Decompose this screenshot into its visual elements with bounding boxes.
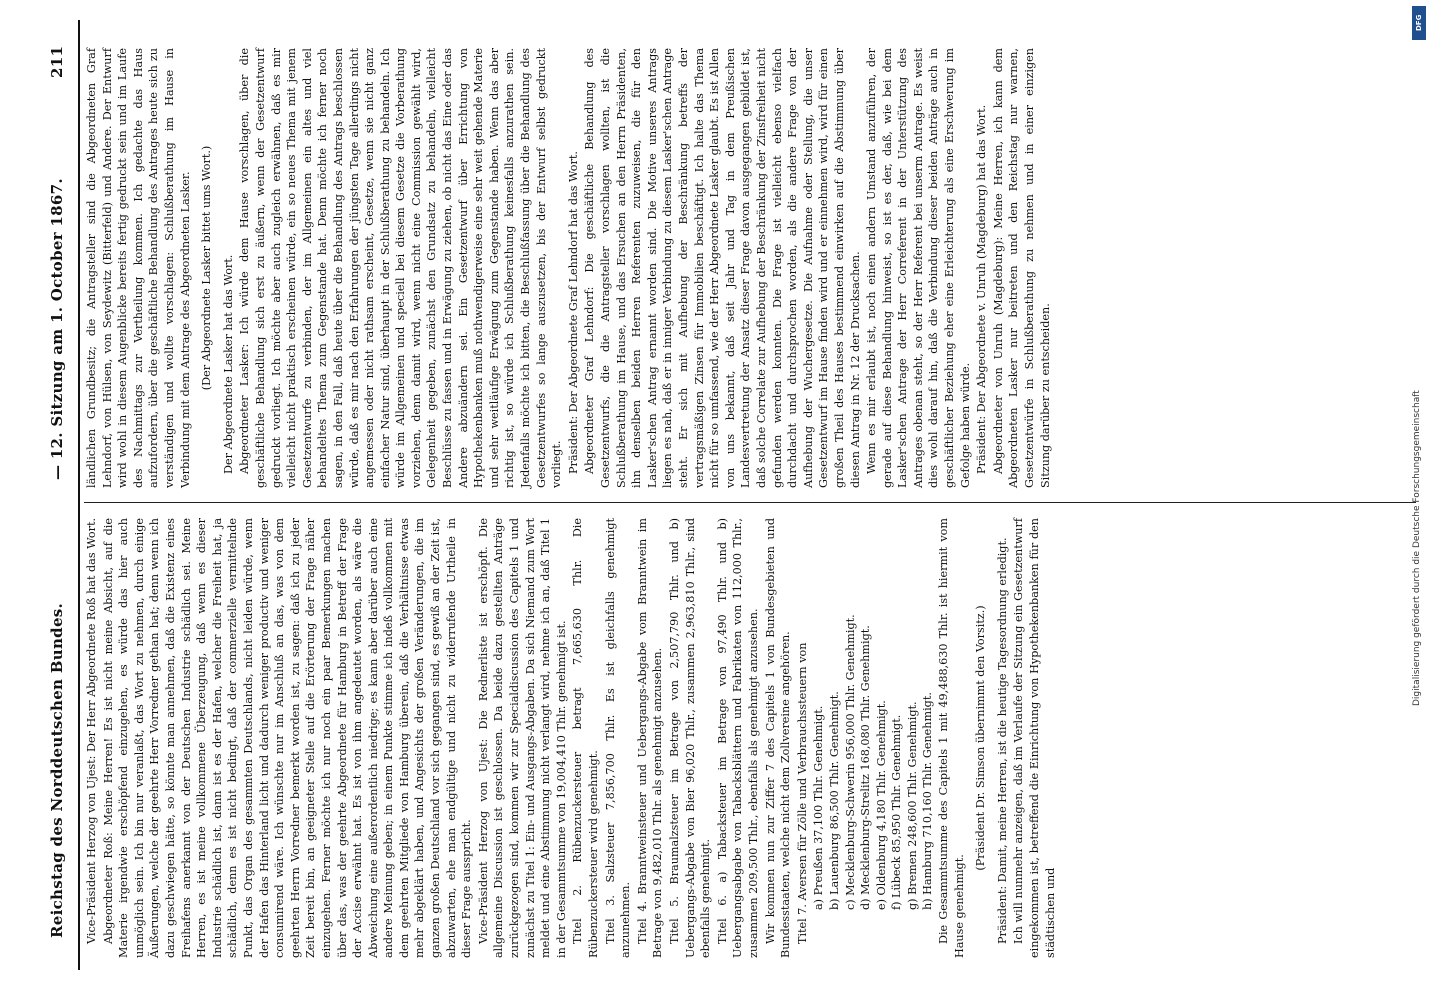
list-item: c) Mecklenburg-Schwerin 956,000 Thlr. Genehmigt.: [843, 614, 857, 910]
paragraph: Abgeordneter von Unruh (Magdeburg): Meine Herren, ich kann dem Abgeordneten Lasker nur beitreten und den Reichstag nur warnen, Gesetzentwürfe in Schlußberathung zu nehmen und in einer einzigen Sitzung darüber zu entscheiden.: [991, 48, 1052, 488]
list-item: e) Oldenburg 4,180 Thlr. Genehmigt.: [874, 700, 888, 910]
paragraph: Präsident: Damit, meine Herren, ist die heutige Tagesordnung erledigt.: [995, 537, 1009, 944]
title-item: Titel 5. Braumalzsteuer im Betrage von 2,507,790 Thlr. und b) Uebergangs-Abgabe von Bier 96,020 Thlr., zusammen 2,963,810 Thlr., sind ebenfalls genehmigt.: [667, 518, 713, 958]
header-center: — 12. Sitzung am 1. October 1867.: [48, 178, 66, 480]
title-item: Titel 3. Salzsteuer 7,856,700 Thlr. Es ist gleichfalls genehmigt anzunehmen.: [603, 518, 633, 958]
right-column: [84, 48, 1054, 488]
paragraph: ländlichen Grundbesitz; die Antragsteller sind die Abgeordneten Graf Lehndorf, von Hülsen, von Seydewitz (Bitterfeld) und Andere. Der Entwurf wird wohl in diesem Augenblicke bereits fertig gedruckt sein und im Laufe des Nachmittags zur Vertheilung kommen. Ich gedachte das Haus aufzufordern, über die geschäftliche Behandlung des Antrages heute sich zu verständigen und wollte vorschlagen: Schlußberathung im Hause in Verbindung mit dem Antrage des Abgeordneten Lasker.: [85, 48, 192, 488]
paragraph: Präsident: Der Abgeordnete Graf Lehndorf hat das Wort.: [566, 151, 580, 474]
paragraph: Die Gesammtsumme des Capitels 1 mit 49,488,630 Thlr. ist hiermit vom Hause genehmigt.: [937, 518, 966, 958]
paragraph: Der Abgeordnete Lasker hat das Wort.: [221, 254, 235, 474]
list-item: a) Preußen 37,100 Thlr. Genehmigt.: [812, 705, 826, 910]
list-item: f) Lübeck 85,950 Thlr. Genehmigt.: [890, 714, 904, 910]
paragraph: Abgeordneter Roß: Meine Herren! Es ist nicht meine Absicht, auf die Materie irgendwie erschöpfend einzugehen, es würde das hier auch unmöglich sein. Ich bin nur veranlaßt, das Wort zu nehmen, durch einige Äußerungen, welche der geehrte Herr Vorredner gethan hat; denn wenn ich dazu geschwiegen hätte, so könnte man annehmen, daß die Existenz eines Freihafens anerkannt von der Deutschen Industrie schädlich sei. Meine Herren, es ist meine vollkommene Überzeugung, daß wenn es dieser Industrie schädlich ist, dann ist es der Hafen, welcher die Freiheit hat, ja schädlich, denn es ist nicht bedingt, daß der commerzielle vermittelnde Punkt, das Organ des gesammten Deutschlands, nicht leiden würde, wenn der Hafen das Hinterland licht und dadurch weniger productiv und weniger consumirend wäre. Ich wünschte nur im Anschluß an das, was von dem geehrten Herrn Vorredner bemerkt worden ist, zu sagen: daß ich zu jeder Zeit bereit bin, an geeigneter Stelle auf die Erörterung der Frage näher einzugehen. Ferner möchte ich nur noch ein paar Bemerkungen machen über das, was der geehrte Abgeordnete für Hamburg in Betreff der Frage der Accise erwähnt hat. Es ist von ihm angedeutet worden, als wäre die Abweichung eine außerordentlich niedrige; es kann aber darüber auch eine andere Meinung geben; in einem Punkte stimme ich indeß vollkommen mit dem geehrten Mitgliede von Hamburg überein, daß die Verhältnisse etwas mehr abgeklärt haben, und Angesichts der großen Veränderungen, die im ganzen großen Deutschland vor sich gegangen sind, es gewiß an der Zeit ist, abzuwarten, ehe man endgültige und nicht zu widerrufende Urtheile in dieser Frage ausspricht.: [101, 518, 474, 958]
list-item: b) Lauenburg 86,500 Thlr. Genehmigt.: [827, 691, 841, 910]
paragraph: Präsident: Der Abgeordnete v. Unruh (Magdeburg) hat das Wort.: [975, 104, 989, 474]
title-item: Titel 2. Rübenzuckersteuer betragt 7,665,630 Thlr. Die Rübenzuckersteuer wird genehmigt.: [571, 518, 600, 958]
aversen-list: [811, 518, 936, 958]
paragraph: Abgeordneter Graf Lehndorf: Die geschäftliche Behandlung des Gesetzentwurfs, die die Antragsteller vorschlagen wollten, ist die Schlußberathung im Hause, und das Ersuchen an den Herrn Präsidenten, ihn denselben beiden Herren Referenten zuzuweisen, die für den Lasker'schen Antrag ernannt worden sind. Die Motive unseres Antrags liegen es nah, daß er in inniger Verbindung zu diesem Lasker'schen Antrage steht. Er sich mit Aufhebung der Beschränkung betreffs der vertragsmäßigen Zinsen für Immobilien beschäftigt. Ich halte das Thema nicht für so umfassend, wie der Herr Abgeordnete Lasker glaubt. Es ist Allen von uns bekannt, daß seit Jahr und Tag in dem Preußischen Landesvertretung der Ansatz dieser Frage davon ausgegangen gebildet ist, daß solche Correlate zur Aufhebung der Beschränkung der Zinsfreiheit nicht gefunden werden konnten. Die Frage ist vielleicht ebenso vielfach durchdacht und durchsprochen worden, als die andere Frage von der Aufhebung der Wuchergesetze. Die Aufnahme oder Stellung, die unser Gesetzentwurf im Hause finden wird und er einnehmen wird, wird für einen großen Theil des Hauses bestimmend einwirken auf die Abstimmung über diesen Antrag in Nr. 12 der Drucksachen.: [583, 48, 862, 488]
dfg-margin: [1412, 6, 1426, 994]
title-item: Titel 7. Aversen für Zölle und Verbrauchssteuern von: [795, 642, 809, 944]
paragraph: Vice-Präsident Herzog von Ujest: Die Rednerliste ist erschöpft. Die allgemeine Discussion ist geschlossen. Da beide dazu gestellten Anträge zurückgezogen sind, kommen wir zur Specialdiscussion des Capitels 1 und zunächst zu Titel 1: Ein- und Ausgangs-Abgaben. Da sich Niemand zum Wort meldet und eine Abstimmung nicht verlangt wird, nehme ich an, daß Titel 1 in der Gesammtsumme von 19,004,410 Thlr. genehmigt ist.: [476, 518, 568, 958]
list-item: g) Bremen 248,600 Thlr. Genehmigt.: [905, 701, 919, 910]
title-item: Titel 4. Branntweinsteuer und Uebergangs-Abgabe vom Branntwein im Betrage von 9,482,010 Thlr. als genehmigt anzusehen.: [635, 518, 665, 958]
funding-note: Digitalisierung gefördert durch die Deutsche Forschungsgemeinschaft: [1412, 390, 1422, 706]
running-header: [42, 0, 76, 1000]
paragraph: Ich will nunmehr anzeigen, daß im Verlaufe der Sitzung ein Gesetzentwurf eingekommen ist, betreffend die Einrichtung von Hypothekenbanken für den städtischen und: [1012, 518, 1057, 958]
stage-direction: (Präsident Dr. Simson übernimmt den Vorsitz.): [974, 605, 988, 871]
dfg-logo: DFG: [1412, 6, 1426, 40]
header-rule: [78, 20, 80, 970]
paragraph: Wenn es mir erlaubt ist, noch einen andern Umstand anzuführen, der gerade auf diese Behandlung hinweist, so ist es der, daß, wie bei dem Lasker'schen Antrage der Herr Correferent in der Unterstützung des Antrages obenan steht, so der Herr Referent bei unserm Antrage. Es weist dies wohl darauf hin, daß die Verbindung dieser beiden Anträge auch in geschäftlicher Beziehung eher eine Erleichterung als eine Erschwerung im Gefolge haben würde.: [865, 48, 972, 488]
page-number: 211: [48, 45, 66, 78]
left-column: [84, 518, 1059, 958]
stage-direction: (Der Abgeordnete Lasker bittet ums Wort.): [200, 145, 214, 391]
paragraph: Abgeordneter Lasker: Ich würde dem Hause vorschlagen, über die geschäftliche Behandlung sich erst zu äußern, wenn der Gesetzentwurf gedruckt vorliegt. Ich möchte aber auch zugleich erwähnen, daß es mir vielleicht nicht praktisch erscheinen würde, ein so neues Thema mit jenem Gesetzentwurfe zu verbinden, der im Allgemeinen ein altes und viel behandeltes Thema zum Gegenstande hat. Denn möchte ich ferner noch sagen, in den Fall, daß heute über die Behandlung des Antrags beschlossen würde, daß es mir nach den Erfahrungen der jüngsten Tage allerdings nicht angemessen oder nicht rathsam erscheint, Gesetze, wenn sie nicht ganz einfacher Natur sind, überhaupt in der Schlußberathung zu behandeln. Ich würde im Allgemeinen und speciell bei diesem Gesetze die Vorberathung vorziehen, denn damit wird, wenn nicht eine Commission gewählt wird, Gelegenheit gegeben, zunächst den Grundsatz zu behandeln, vielleicht Beschlüsse zu fassen und in Erwägung zu ziehen, ob nicht das Eine oder das Andere abzuändern sei. Ein Gesetzentwurf über Errichtung von Hypothekenbanken muß nothwendigerweise eine sehr weit gehende Materie und sehr weitläufige Erwägung zum Gegenstande haben. Wenn das aber richtig ist, so würde ich Schlußberathung keinesfalls anzurathen sein. Jedenfalls möchte ich bitten, die Beschlußfassung über die Behandlung des Gesetzentwurfes so lange auszusetzen, bis der Entwurf selbst gedruckt vorliegt.: [238, 48, 564, 488]
paragraph: Vice-Präsident Herzog von Ujest: Der Herr Abgeordnete Roß hat das Wort.: [85, 517, 98, 944]
paragraph: Wir kommen nun zur Ziffer 7 des Capitels 1 von Bundesgebieten und Bundesstaaten, welche nicht dem Zollvereine angehören.: [763, 518, 793, 958]
list-item: h) Hamburg 710,160 Thlr. Genehmigt.: [921, 692, 935, 910]
list-item: d) Mecklenburg-Strelitz 168,080 Thlr. Genehmigt.: [859, 625, 873, 910]
header-left: Reichstag des Norddeutschen Bundes.: [48, 602, 66, 938]
title-item: Titel 6. a) Tabacksteuer im Betrage von 97,490 Thlr. und b) Uebergangsabgabe von Tabacksblättern und Fabrikaten von 112,000 Thlr., zusammen 209,500 Thlr., ebenfalls als genehmigt anzusehen.: [715, 518, 760, 958]
column-divider: [84, 502, 1416, 503]
